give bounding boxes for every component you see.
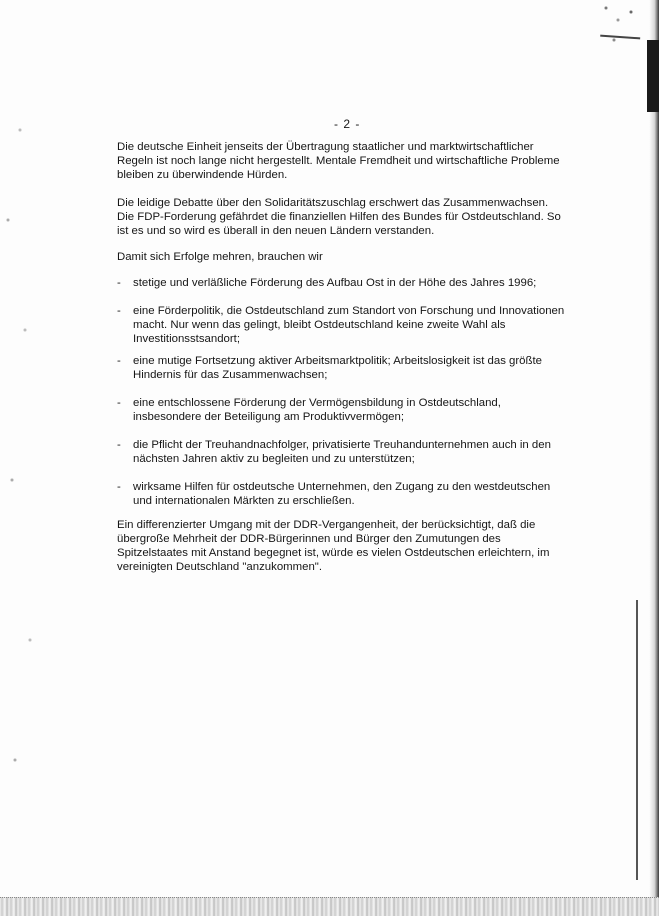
- scan-edge-right: [649, 0, 659, 916]
- paragraph-erfolge-intro: Damit sich Erfolge mehren, brauchen wir: [117, 251, 323, 263]
- bullet-dash: -: [117, 277, 121, 289]
- scan-speckle-topright: [596, 0, 646, 60]
- bullet-dash: -: [117, 481, 121, 493]
- list-item-text: stetige und verläßliche Förderung des Aufbau Ost in der Höhe des Jahres 1996;: [133, 277, 537, 289]
- scan-mark-topright: [647, 40, 659, 112]
- list-item-text: eine entschlossene Förderung der Vermögensbildung in Ostdeutschland, insbesondere der Beteiligung am Produktivvermögen;: [133, 397, 501, 423]
- paragraph-deutsche-einheit: Die deutsche Einheit jenseits der Übertragung staatlicher und marktwirtschaftlicher Regeln ist noch lange nicht hergestellt. Mentale Fremdheit und wirtschaftliche Probleme bleiben zu überwindende Hürden.: [117, 141, 560, 181]
- scan-edge-bottom: [0, 897, 659, 916]
- bullet-dash: -: [117, 355, 121, 367]
- scan-line-right: [636, 600, 638, 880]
- list-item-text: eine mutige Fortsetzung aktiver Arbeitsmarktpolitik; Arbeitslosigkeit ist das größte Hindernis für das Zusammenwachsen;: [133, 355, 542, 381]
- bullet-dash: -: [117, 397, 121, 409]
- scan-speckle-left: [0, 0, 40, 916]
- paragraph-solidaritaetszuschlag: Die leidige Debatte über den Solidaritätszuschlag erschwert das Zusammenwachsen. Die FDP-Forderung gefährdet die finanziellen Hilfen des Bundes für Ostdeutschland. So ist es und so wird es überall in den neuen Ländern verstanden.: [117, 197, 561, 237]
- list-item-text: die Pflicht der Treuhandnachfolger, privatisierte Treuhandunternehmen auch in den nächsten Jahren aktiv zu begleiten und zu unterstützen;: [133, 439, 551, 465]
- bullet-dash: -: [117, 305, 121, 317]
- list-item-text: eine Förderpolitik, die Ostdeutschland zum Standort von Forschung und Innovationen macht. Nur wenn das gelingt, bleibt Ostdeutschland keine zweite Wahl als Investitionsstsandort;: [133, 305, 565, 345]
- page-number: - 2 -: [334, 117, 361, 131]
- paragraph-ddr-vergangenheit: Ein differenzierter Umgang mit der DDR-Vergangenheit, der berücksichtigt, daß die übergroße Mehrheit der DDR-Bürgerinnen und Bürger den Zumutungen des Spitzelstaates mit Anstand begegnet ist, würde es vielen Ostdeutschen erleichtern, im vereinigten Deutschland "anzukommen".: [117, 519, 550, 573]
- bullet-dash: -: [117, 439, 121, 451]
- list-item-text: wirksame Hilfen für ostdeutsche Unternehmen, den Zugang zu den westdeutschen und internationalen Märkten zu erschließen.: [133, 481, 551, 507]
